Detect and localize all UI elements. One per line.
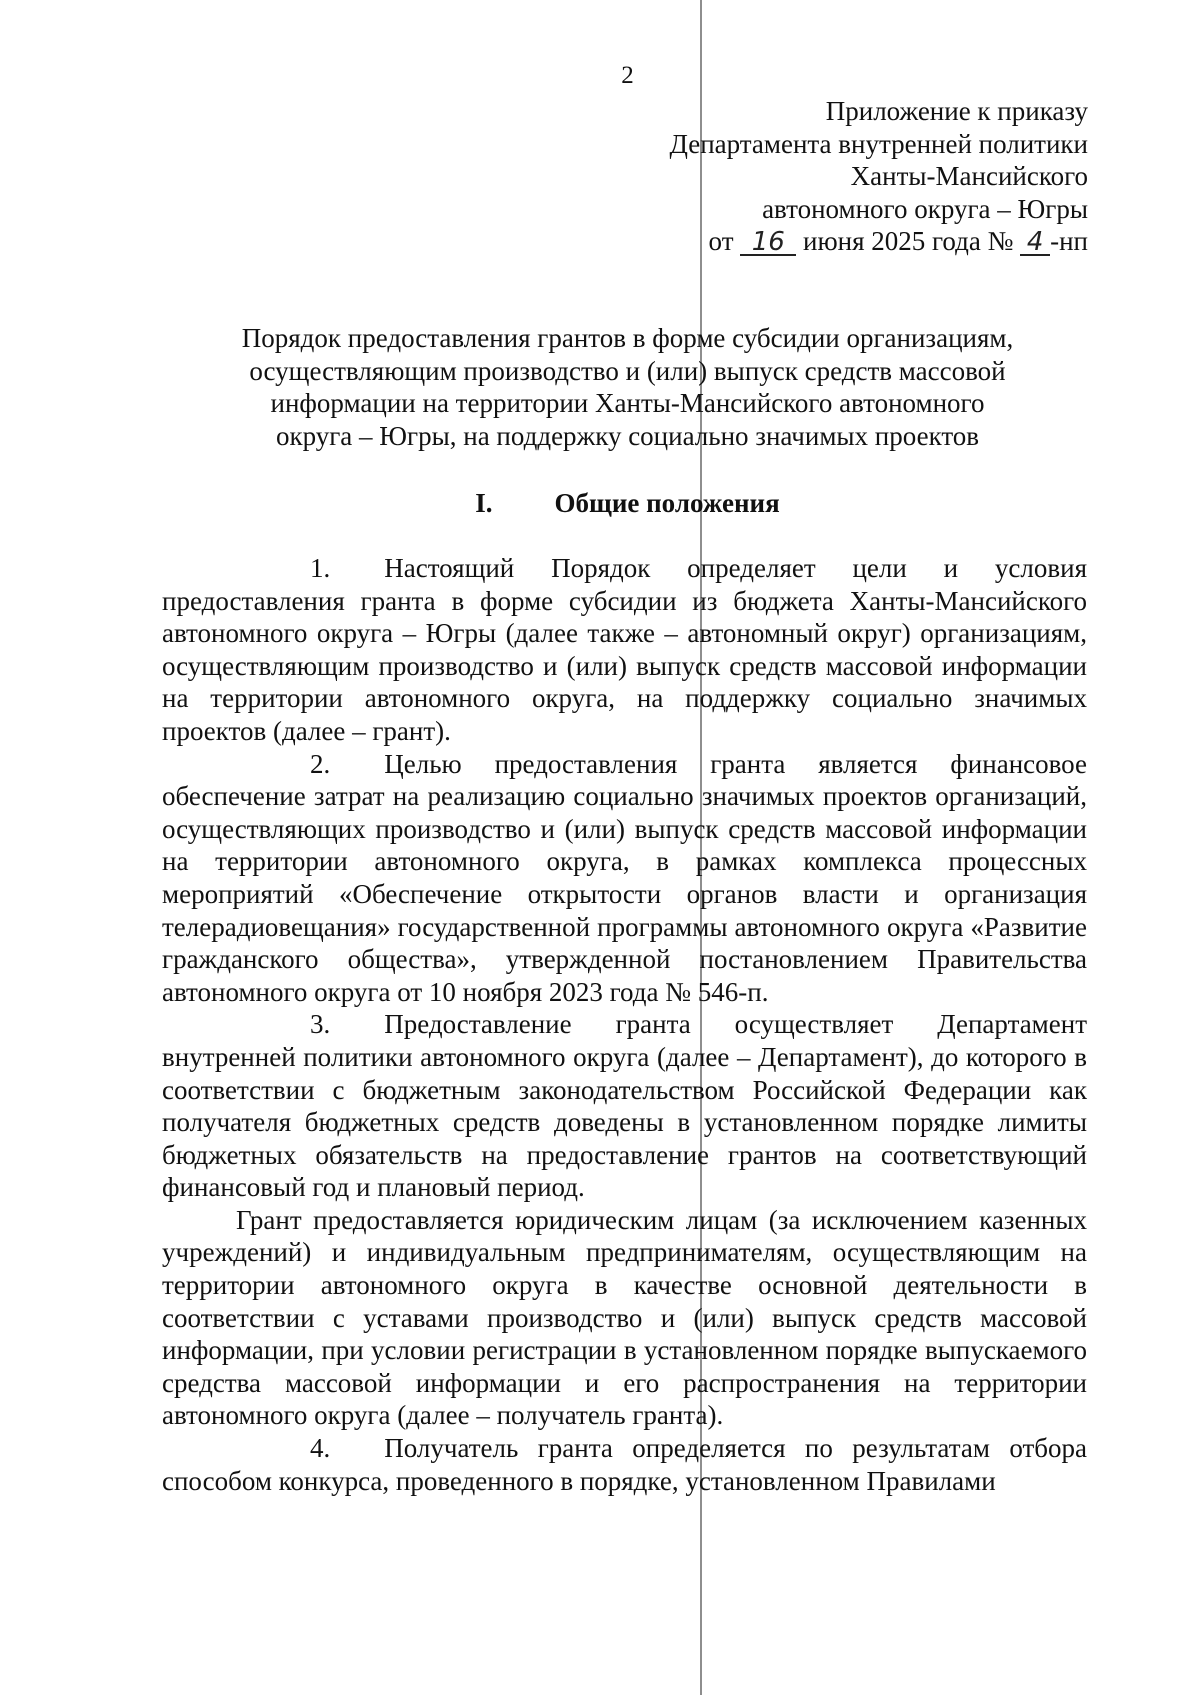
handwritten-order-number: 4 xyxy=(1020,230,1050,256)
section-title: Общие положения xyxy=(554,488,780,518)
handwritten-day: 16 xyxy=(740,230,796,256)
date-middle: июня 2025 года № xyxy=(803,226,1014,256)
page-number: 2 xyxy=(621,62,634,89)
paragraph-number: 4. xyxy=(310,1433,331,1464)
paragraph-text: Грант предоставляется юридическим лицам (за исключением казенных учреждений) и индивидуальным предпринимателям, осуществляющим на территории автономного округа в качестве основной деятельности в соответствии с уставами производство и (или) выпуск средств массовой информации, при условии регистрации в установленном порядке выпускаемого средства массовой информации и его распространения на территории автономного округа (далее – получатель гранта). xyxy=(162,1204,1087,1431)
title-line-1: Порядок предоставления грантов в форме субсидии организациям, xyxy=(241,323,1014,353)
date-prefix: от xyxy=(708,226,734,256)
paragraph xyxy=(162,1008,1087,1204)
appendix-line-4: автономного округа – Югры xyxy=(762,193,1088,224)
appendix-line-1: Приложение к приказу xyxy=(825,96,1088,126)
body-text xyxy=(162,552,1087,1497)
section-heading xyxy=(0,487,1200,519)
paragraph-number: 1. xyxy=(310,553,331,583)
appendix-header xyxy=(669,95,1088,258)
appendix-line-2: Департамента внутренней политики xyxy=(669,128,1088,159)
order-suffix: -нп xyxy=(1050,226,1088,256)
paragraph-text: Настоящий Порядок определяет цели и условия предоставления гранта в форме субсидии из бюджета Ханты-Мансийского автономного округа – Югры (далее также – автономный округ) организациям, осуществляющим производство и (или) выпуск средств массовой информации на территории автономного округа, на поддержку социально значимых проектов (далее – грант). xyxy=(162,553,1087,746)
appendix-line-3: Ханты-Мансийского xyxy=(850,161,1088,191)
section-number: I. xyxy=(475,488,493,518)
paragraph-number: 3. xyxy=(310,1009,331,1040)
appendix-date-line xyxy=(669,225,1088,258)
paragraph xyxy=(162,1432,1087,1497)
paragraph xyxy=(162,552,1087,748)
paragraph-number: 2. xyxy=(310,748,331,779)
document-title xyxy=(0,322,1200,452)
paragraph-text: Получатель гранта определяется по результатам отбора способом конкурса, проведенного в порядке, установленном Правилами xyxy=(162,1433,1087,1496)
paragraph-text: Целью предоставления гранта является финансовое обеспечение затрат на реализацию социально значимых проектов организаций, осуществляющих производство и (или) выпуск средств массовой информации на территории автономного округа, в рамках комплекса процессных мероприятий «Обеспечение открытости органов власти и организация телерадиовещания» государственной программы автономного округа «Развитие гражданского общества», утвержденной постановлением Правительства автономного округа от 10 ноября 2023 года № 546-п. xyxy=(162,748,1087,1007)
paragraph xyxy=(162,748,1087,1009)
title-line-4: округа – Югры, на поддержку социально значимых проектов xyxy=(275,420,980,451)
title-line-3: информации на территории Ханты-Мансийского автономного xyxy=(270,388,985,418)
paragraph xyxy=(162,1204,1087,1432)
paragraph-text: Предоставление гранта осуществляет Департамент внутренней политики автономного округа (далее – Департамент), до которого в соответствии с бюджетным законодательством Российской Федерации как получателя бюджетных средств доведены в установленном порядке лимиты бюджетных обязательств на предоставление грантов на соответствующий финансовый год и плановый период. xyxy=(162,1009,1087,1203)
title-line-2: осуществляющим производство и (или) выпуск средств массовой xyxy=(249,355,1006,386)
